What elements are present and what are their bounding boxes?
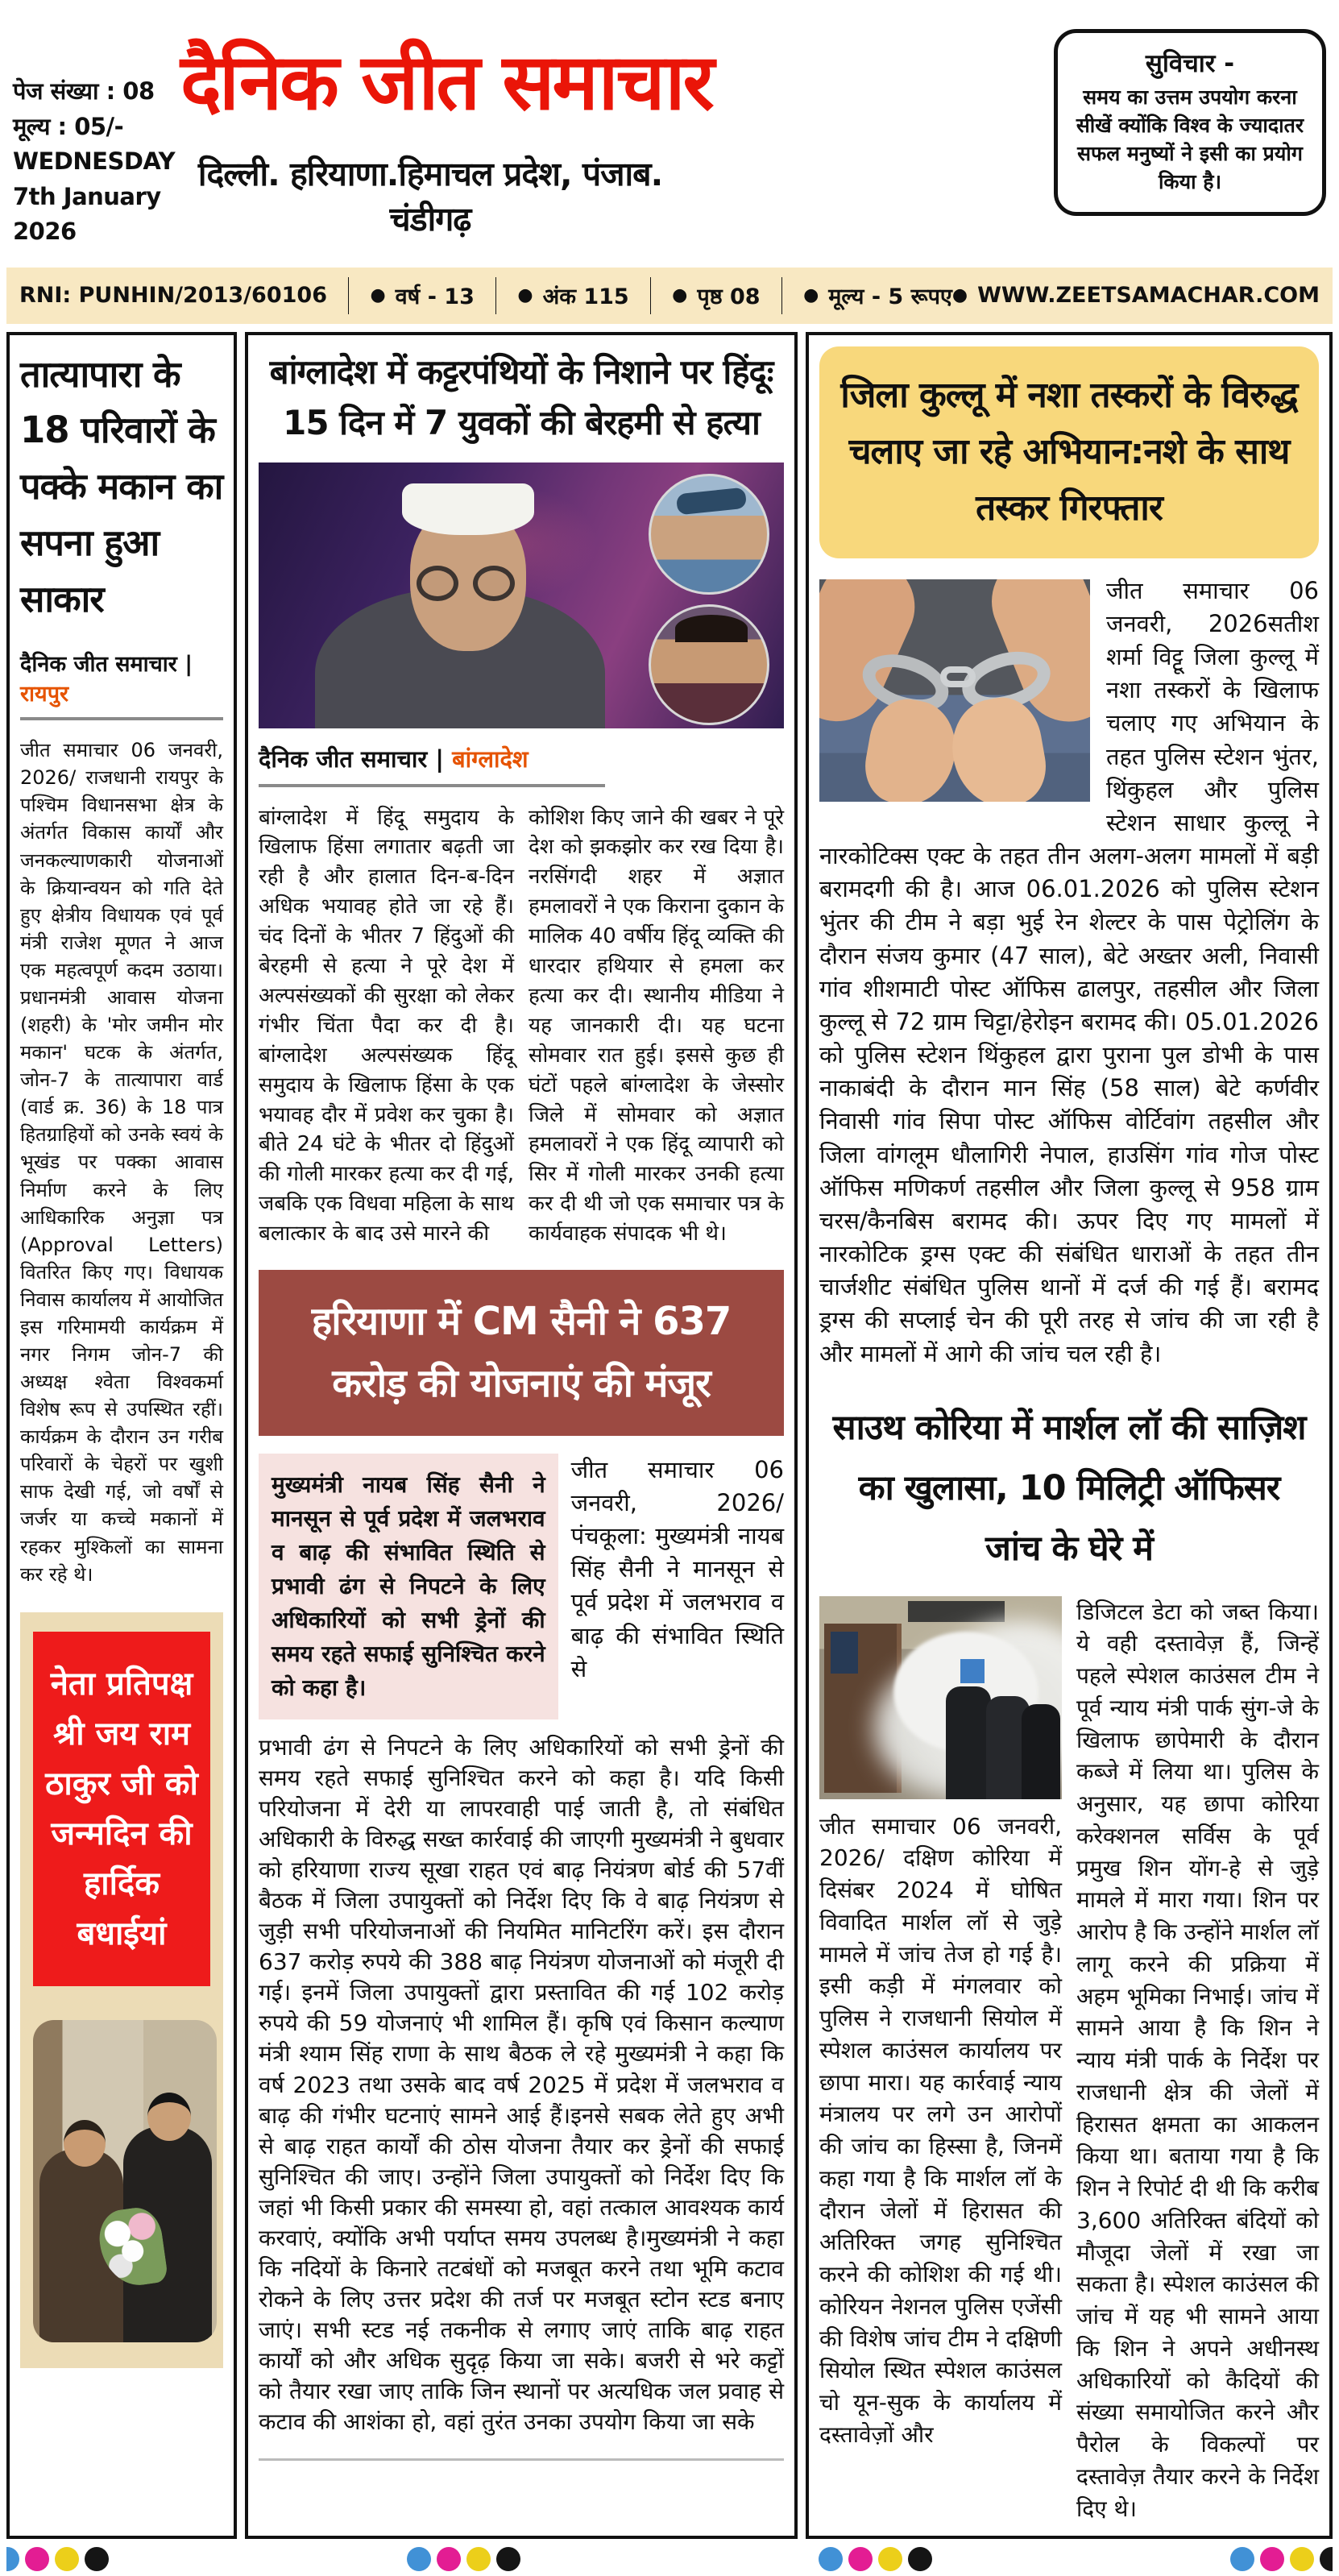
bangladesh-body-col2: कोशिश किए जाने की खबर ने पूरे देश को झकझोर कर रख दिया है। नरसिंगदी शहर में अज्ञात हमलावरों ने एक किराना दुकान के मालिक 40 वर्षीय हिंदू व्यक्ति की धारदार हथियार से हमला कर हत्या कर दी। स्थानीय मीडिया ने यह जानकारी दी। यह घटना सोमवार रात हुई। इससे कुछ ही घंटों पहले बांग्लादेश के जेस्सोर जिले में सोमवार को अज्ञात हमलावरों ने एक हिंदू व्यापारी को सिर में गोली मारकर उनकी हत्या कर दी थी जो एक समाचार पत्र के कार्यवाहक संपादक भी थे। <box>529 805 784 1247</box>
byline-paper: दैनिक जीत समाचार <box>259 745 428 773</box>
price-text: मूल्य - 5 रूपए <box>828 284 952 309</box>
price-segment <box>803 280 952 310</box>
accessibility-sign <box>960 1659 985 1683</box>
year-text: वर्ष - 13 <box>395 284 475 309</box>
thought-title: सुविचार - <box>1145 49 1235 78</box>
dark-hair <box>675 615 748 642</box>
cm-highlight-box: मुख्यमंत्री नायब सिंह सैनी ने मानसून से पूर्व प्रदेश में जलभराव व बाढ़ की संभावित स्थिति से प्रभावी ढंग से निपटने के लिए अधिकारियों को सभी ड्रेनों की समय रहते सफाई सुनिश्चित करने को कहा है। <box>259 1454 558 1719</box>
article-columns <box>6 332 1333 2540</box>
masthead-header <box>6 5 1333 253</box>
bangladesh-headline: बांग्लादेश में कट्टरपंथियों के निशाने पर हिंदूः 15 दिन में 7 युवकों की बेरहमी से हत्या <box>269 351 773 442</box>
korea-body-col1: जीत समाचार 06 जनवरी, 2026/ दक्षिण कोरिया में दिसंबर 2024 में घोषित विवादित मार्शल लॉ से जुड़े मामले में जांच तेज हो गई है। इसी कड़ी में मंगलवार को पुलिस ने राजधानी सियोल में स्पेशल काउंसल कार्यालय पर छापा मारा। यह कार्रवाई न्याय मंत्रालय पर लगे उन आरोपों की जांच का हिस्सा है, जिनमें कहा गया है कि मार्शल लॉ के दौरान जेलों में हिरासत की अतिरिक्त जगह सुनिश्चित करने की कोशिश की गई थी। कोरियन नेशनल पुलिस एजेंसी की विशेष जांच टीम ने दक्षिणी सियोल स्थित स्पेशल काउंसल चो यून-सुक के कार्यालय में दस्तावेज़ों और <box>819 1812 1062 2448</box>
cm-saini-headline: हरियाणा में CM सैनी ने 637 करोड़ की योजनाएं की मंजूर <box>259 1270 784 1436</box>
housing-article <box>20 346 223 1588</box>
rni-info-bar <box>6 268 1333 324</box>
registration-dot-group <box>1230 2547 1333 2571</box>
print-registration-row <box>6 2539 1333 2573</box>
right-column <box>806 332 1333 2540</box>
pages-segment <box>672 280 760 310</box>
cyan-dot-icon <box>1230 2547 1254 2571</box>
article-end-rule <box>259 2458 784 2461</box>
police-figure <box>1022 1704 1060 1799</box>
page-number-label: पेज संख्या : 08 <box>13 77 155 105</box>
byline-separator: | <box>435 745 444 773</box>
newspaper-subtitle: दिल्ली. हरियाणा.हिमाचल प्रदेश, पंजाब. चंडीगढ़ <box>197 154 663 239</box>
center-column <box>245 332 798 2540</box>
issue-info-block <box>13 21 180 250</box>
birthday-wishes-box <box>20 1612 223 2368</box>
yellow-dot-icon <box>1290 2547 1314 2571</box>
kullu-article <box>819 346 1319 1371</box>
bangladesh-body-columns <box>259 803 784 1250</box>
cyan-dot-icon <box>819 2547 843 2571</box>
kullu-headline: जिला कुल्लू में नशा तस्करों के विरुद्ध चलाए जा रहे अभियान:नशे के साथ तस्कर गिरफ्तार <box>819 346 1319 558</box>
bar-divider <box>348 277 349 314</box>
bar-divider <box>495 277 496 314</box>
housing-body: जीत समाचार 06 जनवरी, 2026/ राजधानी रायपुर के पश्चिम विधानसभा क्षेत्र के अंतर्गत विकास कार्यों और जनकल्याणकारी योजनाओं के क्रियान्वयन को गति देते हुए क्षेत्रीय विधायक एवं पूर्व मंत्री राजेश मूणत ने आज एक महत्वपूर्ण कदम उठाया। प्रधानमंत्री आवास योजना (शहरी) के 'मोर जमीन मोर मकान' घटक के अंतर्गत, जोन-7 के तात्यापारा वार्ड (वार्ड क्र. 36) के 18 पात्र हितग्राहियों को उनके स्वयं के भूखंड पर पक्का आवास निर्माण करने के लिए आधिकारिक अनुज्ञा पत्र (Approval Letters) वितरित किए गए। विधायक निवास कार्यालय में आयोजित इस गरिमामयी कार्यक्रम में नगर निगम जोन-7 की अध्यक्ष श्वेता विश्वकर्मा विशेष रूप से उपस्थित रहीं। कार्यक्रम के दौरान उन गरीब परिवारों के चेहरों पर खुशी साफ देखी गई, जो वर्षों से जर्जर या कच्चे मकानों में रहकर मुश्किलों का सामना कर रहे थे। <box>20 739 223 1586</box>
white-cap <box>402 483 534 535</box>
cm-saini-article <box>259 1270 784 2461</box>
rni-text: RNI: PUNHIN/2013/60106 <box>19 283 327 308</box>
price-label: मूल्य : 05/- <box>13 112 124 140</box>
left-palm <box>860 693 964 801</box>
korea-body-col2: डिजिटल डेटा को जब्त किया। ये वही दस्तावेज़ हैं, जिन्हें पहले स्पेशल काउंसल टीम ने पूर्व न्याय मंत्री पार्क सुंग-जे के खिलाफ छापेमारी के दौरान कब्जे में लिया था। पुलिस के अनुसार, यह छापा कोरिया करेक्शनल सर्विस के पूर्व प्रमुख शिन योंग-हे से जुड़े मामले में मारा गया। शिन पर आरोप है कि उन्होंने मार्शल लॉ लागू करने की प्रक्रिया में अहम भूमिका निभाई। जांच में सामने आया है कि शिन ने न्याय मंत्री पार्क के निर्देश पर राजधानी क्षेत्र की जेलों में हिरासत क्षमता का आकलन किया था। बताया गया है कि शिन ने रिपोर्ट दी थी कि करीब 3,600 अतिरिक्त बंदियों को मौजूदा जेलों में रखा जा सकता है। स्पेशल काउंसल की जांच में यह भी सामने आया कि शिन ने अपने अधीनस्थ अधिकारियों को कैदियों की संख्या समायोजित करने और पैरोल के विकल्पों पर दस्तावेज़ तैयार करने के निर्देश दिए थे। <box>1076 1598 1319 2522</box>
date-label: 7th January 2026 <box>13 182 161 245</box>
black-dot-icon <box>1320 2547 1333 2571</box>
weekday-label: WEDNESDAY <box>13 147 176 175</box>
kullu-body-wrap <box>819 575 1319 1371</box>
korea-article <box>819 1398 1319 2525</box>
sunglasses-on-head <box>676 487 747 515</box>
cm-intro-text: जीत समाचार 06 जनवरी, 2026/ पंचकूला: मुख्यमंत्री नायब सिंह सैनी ने मानसून से पूर्व प्रदेश में जलभराव व बाढ़ की संभावित स्थिति से <box>570 1455 784 1682</box>
victim-inset-photo-top <box>649 474 769 595</box>
housing-headline: तात्यापारा के 18 परिवारों के पक्के मकान का सपना हुआ साकार <box>20 352 223 620</box>
bangladesh-article <box>259 346 784 1250</box>
issue-segment <box>517 280 628 310</box>
registration-dot-group <box>407 2547 520 2571</box>
masthead-block <box>180 21 712 241</box>
cm-body-text: प्रभावी ढंग से निपटने के लिए अधिकारियों को सभी ड्रेनों की समय रहते सफाई सुनिश्चित करने को कहा है। यदि किसी परियोजना में देरी या लापरवाही पाई जाती है, तो संबंधित अधिकारी के विरुद्ध सख्त कार्रवाई की जाएगी मुख्यमंत्री ने बुधवार को हरियाणा राज्य सूखा राहत एवं बाढ़ नियंत्रण बोर्ड की 57वीं बैठक में जिला उपायुक्तों को निर्देश दिए कि वे बाढ़ नियंत्रण से जुड़ी सभी परियोजनाओं की नियमित मानिटरिंग करें। इस दौरान 637 करोड़ रुपये की 388 बाढ़ नियंत्रण योजनाओं को मंजूरी दी गई। इनमें जिला उपायुक्तों द्वारा प्रस्तावित की गई 102 करोड़ रुपये की 59 योजनाएं भी शामिल हैं। कृषि एवं किसान कल्याण मंत्री श्याम सिंह राणा के साथ बैठक ले रहे मुख्यमंत्री ने कहा कि वर्ष 2023 तथा उसके बाद वर्ष 2025 में प्रदेश में जलभराव व बाढ़ की गंभीर घटनाएं सामने आई हैं।इनसे सबक लेते हुए अभी से बाढ़ राहत कार्यों की ठोस योजना तैयार कर ड्रेनों की सफाई सुनिश्चित की जाए। उन्होंने जिला उपायुक्तों को निर्देश दिए कि जहां भी किसी प्रकार की समस्या हो, वहां तत्काल आवश्यक कार्य करवाएं, क्योंकि अभी पर्याप्त समय उपलब्ध है।मुख्यमंत्री ने कहा कि नदियों के किनारे तटबंधों को मजबूत करने तथा भूमि कटाव रोकने के लिए उत्तर प्रदेश की तर्ज पर मजबूत स्टोन स्टड बनाए जाएं। सभी स्टड नई तकनीक से लगाए जाएं ताकि बाढ़ राहत कार्यों को और अधिक सुदृढ़ किया जा सके। बजरी से भरे कट्टों को तैयार रखा जाए ताकि जिन स्थानों पर अत्यधिक जल प्रवाह से कटाव की आशंका हो, वहां तुरंत उनका उपयोग किया जा सके <box>259 1733 784 2436</box>
yellow-dot-icon <box>878 2547 902 2571</box>
eyeglasses-left-lens <box>417 566 458 601</box>
bullet-icon: ● <box>951 284 968 305</box>
byline-separator: | <box>184 652 193 678</box>
bar-divider <box>650 277 651 314</box>
registration-dot-group <box>6 2547 109 2571</box>
bangladesh-body-col1: बांग्लादेश में हिंदू समुदाय के खिलाफ हिंसा लगातार बढ़ती जा रही है और हालात दिन-ब-दिन अधिक भयावह होते जा रहे हैं। चंद दिनों के भीतर 7 हिंदुओं की बेरहमी से हत्या ने पूरे देश में अल्पसंख्यकों की सुरक्षा को लेकर गंभीर चिंता पैदा कर दी है।बांग्लादेश अल्पसंख्यक हिंदू समुदाय के खिलाफ हिंसा के एक भयावह दौर में प्रवेश कर चुका है। बीते 24 घंटे के भीतर दो हिंदुओं की गोली मारकर हत्या कर दी गई, जबकि एक विधवा महिला के साथ बलात्कार के बाद उसे मारने की <box>259 805 514 1247</box>
thought-text: समय का उत्तम उपयोग करना सीखें क्योंकि विश्व के ज्यादातर सफल मनुष्यों ने इसी का प्रयोग किया है। <box>1076 85 1304 193</box>
thought-of-day-box <box>1054 29 1326 216</box>
magenta-dot-icon <box>1260 2547 1284 2571</box>
magenta-dot-icon <box>437 2547 461 2571</box>
yellow-dot-icon <box>466 2547 491 2571</box>
leader-left-face <box>64 2120 106 2167</box>
cyan-dot-icon <box>6 2547 19 2571</box>
kullu-body-text: जीत समाचार 06 जनवरी, 2026सतीश शर्मा विट्टू जिला कुल्लू में नशा तस्करों के खिलाफ चलाए गए अभियान के तहत पुलिस स्टेशन भुंतर, थिंकुहल और पुलिस स्टेशन साधार कुल्लू ने नारकोटिक्स एक्ट के तहत तीन अलग-अलग मामलों में बड़ी बरामदगी की है। आज 06.01.2026 को पुलिस स्टेशन भुंतर की टीम ने बड़ा भुई रेन शेल्टर के पास पेट्रोलिंग के दौरान संजय कुमार (47 साल), बेटे अख्तर अली, निवासी गांव शीशमाटी पोस्ट ऑफिस ढालपुर, तहसील और जिला कुल्लू से 72 ग्राम चिट्टा/हेरोइन बरामद की। 05.01.2026 को पुलिस स्टेशन थिंकुहल द्वारा पुराना पुल डोभी के पास नाकाबंदी के दौरान मान सिंह (58 साल) बेटे कर्णवीर निवासी गांव सिपा पोस्ट ऑफिस वोर्टिवांग तहसील और जिला वांगलूम धौलागिरी नेपाल, हाउसिंग गांव गोज पोस्ट ऑफिस मणिकर्ण तहसील और जिला कुल्लू से 958 ग्राम चरस/कैनबिस बरामद की। ऊपर दिए गए मामलों में नारकोटिक ड्रग्स एक्ट की संबंधित धाराओं के तहत तीन चार्जशीट संबंधित पुलिस थानों में दर्ज की गई हैं। बरामद ड्रग्स की सप्लाई चेन की पूरी तरह से जांच की जा रही है और मामलों में आगे की जांच चल रही है। <box>819 576 1319 1367</box>
victim-inset-photo-bottom <box>649 604 769 725</box>
bangladesh-news-photo <box>259 463 784 728</box>
leader-right-face <box>147 2093 191 2141</box>
police-figure <box>946 1686 991 1799</box>
byline-place: रायपुर <box>20 682 69 707</box>
magenta-dot-icon <box>25 2547 49 2571</box>
seoul-raid-photo <box>819 1596 1062 1799</box>
black-dot-icon <box>496 2547 520 2571</box>
birthday-greeting-photo <box>33 2020 217 2342</box>
cyan-dot-icon <box>407 2547 431 2571</box>
magenta-dot-icon <box>848 2547 873 2571</box>
bullet-icon: ● <box>803 284 819 305</box>
bullet-icon: ● <box>672 284 688 305</box>
black-dot-icon <box>85 2547 109 2571</box>
ceiling-light <box>908 1601 1005 1622</box>
issue-text: अंक 115 <box>542 284 629 309</box>
cm-intro-row <box>259 1454 784 1719</box>
korea-headline: साउथ कोरिया में मार्शल लॉ की साज़िश का खुलासा, 10 मिलिट्री ऑफिसर जांच के घेरे में <box>832 1407 1306 1570</box>
eyeglasses-right-lens <box>473 566 515 601</box>
website-text: WWW.ZEETSAMACHAR.COM <box>977 283 1320 308</box>
handcuff-chain-link <box>940 666 976 687</box>
rni-number <box>19 283 327 308</box>
black-dot-icon <box>908 2547 932 2571</box>
birthday-message: नेता प्रतिपक्ष श्री जय राम ठाकुर जी को जन्मदिन की हार्दिक बधाईयां <box>33 1632 210 1986</box>
korea-body-columns <box>819 1596 1319 2525</box>
byline-paper: दैनिक जीत समाचार <box>20 652 177 678</box>
bangladesh-byline <box>259 743 605 787</box>
bullet-icon: ● <box>370 284 386 305</box>
korea-left-subcolumn <box>819 1596 1062 2525</box>
handcuffs-photo <box>819 579 1090 802</box>
bar-divider <box>781 277 782 314</box>
left-column <box>6 332 237 2540</box>
housing-byline <box>20 648 223 720</box>
pages-text: पृष्ठ 08 <box>697 284 761 309</box>
byline-place: बांग्लादेश <box>452 745 529 773</box>
yellow-dot-icon <box>55 2547 79 2571</box>
registration-dot-group <box>819 2547 932 2571</box>
bullet-icon: ● <box>517 284 533 305</box>
blue-door-sign <box>831 1632 858 1674</box>
year-segment <box>370 280 474 310</box>
newspaper-title: दैनिक जीत समाचार <box>180 37 712 127</box>
website-segment[interactable] <box>952 283 1320 308</box>
